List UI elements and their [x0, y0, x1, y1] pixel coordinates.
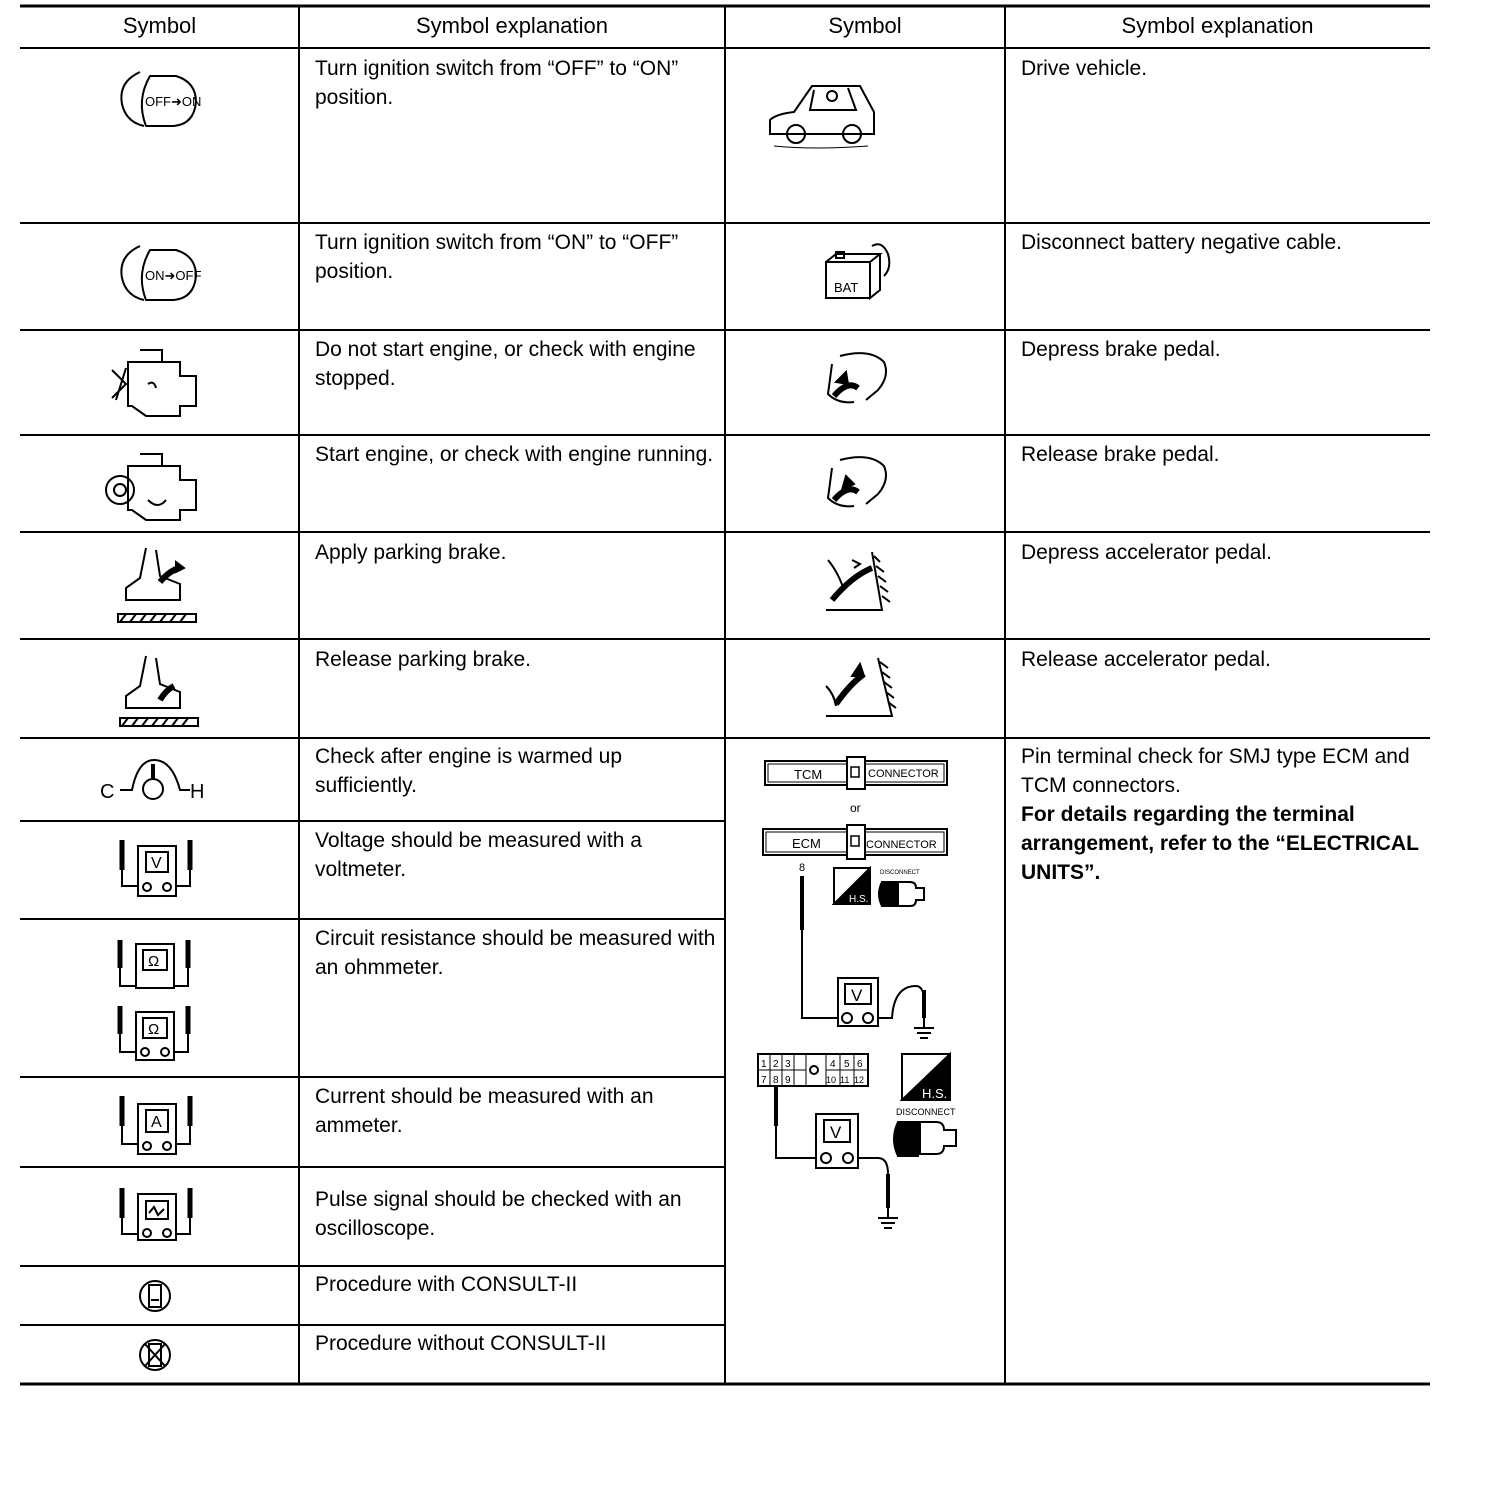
- svg-text:V: V: [851, 986, 863, 1005]
- svg-text:7: 7: [761, 1075, 767, 1086]
- explanation-release-accelerator: Release accelerator pedal.: [1021, 648, 1271, 671]
- explanation-engine-running: Start engine, or check with engine running.: [315, 443, 714, 466]
- svg-text:DISCONNECT: DISCONNECT: [896, 1107, 956, 1117]
- svg-text:V: V: [151, 855, 162, 872]
- voltmeter-icon: [122, 840, 190, 896]
- release-brake-pedal-icon: [828, 457, 886, 506]
- engine-running-icon: [106, 454, 196, 520]
- explanation-ammeter: Current should be measured with an ammeter.: [315, 1085, 654, 1137]
- explanation-engine-stopped: Do not start engine, or check with engine stopped.: [315, 338, 696, 390]
- pin-check-text: Pin terminal check for SMJ type ECM and TCM connectors.: [1021, 745, 1410, 797]
- svg-text:8: 8: [773, 1075, 779, 1086]
- svg-text:10: 10: [826, 1075, 837, 1085]
- svg-text:6: 6: [857, 1059, 863, 1070]
- svg-text:H: H: [190, 781, 205, 803]
- svg-text:9: 9: [785, 1075, 791, 1086]
- svg-text:V: V: [830, 1123, 842, 1142]
- svg-text:Ω: Ω: [148, 1021, 160, 1038]
- svg-text:BAT: BAT: [834, 280, 859, 295]
- pin-check-note: For details regarding the terminal arrangement, refer to the “ELECTRICAL UNITS”.: [1021, 803, 1419, 884]
- explanation-battery-cable: Disconnect battery negative cable.: [1021, 231, 1343, 254]
- explanation-release-parking-brake: Release parking brake.: [315, 648, 531, 671]
- explanation-depress-accelerator: Depress accelerator pedal.: [1021, 541, 1272, 564]
- depress-brake-pedal-icon: [828, 353, 886, 402]
- explanation-ignition-off-on: Turn ignition switch from “OFF” to “ON” position.: [315, 57, 679, 109]
- temperature-gauge-icon: [100, 760, 204, 803]
- ignition-on-to-off-icon: [121, 246, 201, 300]
- explanation-oscilloscope: Pulse signal should be checked with an oscilloscope.: [315, 1188, 682, 1240]
- apply-parking-brake-icon: [118, 548, 196, 622]
- explanation-warmed-up: Check after engine is warmed up sufficiently.: [315, 745, 622, 797]
- svg-text:or: or: [850, 801, 861, 815]
- svg-text:A: A: [151, 1114, 162, 1131]
- pin-terminal-check-diagram: [758, 757, 956, 1228]
- explanation-release-brake: Release brake pedal.: [1021, 443, 1220, 466]
- header-explanation-right: Symbol explanation: [1121, 13, 1314, 38]
- svg-text:H.S.: H.S.: [849, 894, 869, 905]
- depress-accelerator-icon: [826, 552, 890, 610]
- explanation-depress-brake: Depress brake pedal.: [1021, 338, 1221, 361]
- svg-text:CONNECTOR: CONNECTOR: [866, 839, 937, 851]
- header-explanation-left: Symbol explanation: [415, 13, 608, 38]
- svg-text:4: 4: [830, 1059, 836, 1070]
- svg-text:C: C: [100, 781, 115, 803]
- ignition-off-to-on-icon: [121, 72, 201, 126]
- explanation-voltmeter: Voltage should be measured with a voltmeter.: [315, 829, 642, 881]
- ohmmeter-icon: [120, 940, 188, 1060]
- svg-text:ECM: ECM: [792, 836, 821, 851]
- header-symbol-right: Symbol: [828, 13, 902, 38]
- svg-text:DISCONNECT: DISCONNECT: [880, 870, 920, 876]
- ammeter-icon: [122, 1096, 190, 1154]
- explanation-ohmmeter: Circuit resistance should be measured with an ohmmeter.: [315, 927, 716, 979]
- svg-text:CONNECTOR: CONNECTOR: [868, 768, 939, 780]
- release-accelerator-icon: [826, 658, 896, 716]
- explanation-drive-vehicle: Drive vehicle.: [1021, 57, 1148, 80]
- no-consult-ii-icon: [140, 1340, 170, 1370]
- svg-text:H.S.: H.S.: [922, 1086, 948, 1101]
- battery-cable-icon: [826, 244, 889, 298]
- svg-text:1: 1: [761, 1059, 767, 1070]
- release-parking-brake-icon: [120, 656, 198, 726]
- svg-text:3: 3: [785, 1059, 791, 1070]
- svg-text:ON➜OFF: ON➜OFF: [145, 268, 202, 283]
- header-symbol-left: Symbol: [122, 13, 197, 38]
- explanation-with-consult: Procedure with CONSULT-II: [315, 1273, 578, 1296]
- svg-text:2: 2: [773, 1059, 779, 1070]
- explanation-ignition-on-off: Turn ignition switch from “ON” to “OFF” position.: [315, 231, 679, 283]
- explanation-without-consult: Procedure without CONSULT-II: [315, 1332, 607, 1355]
- svg-text:OFF➜ON: OFF➜ON: [145, 94, 202, 109]
- svg-text:Ω: Ω: [148, 953, 160, 970]
- engine-stopped-icon: [112, 350, 196, 416]
- explanation-apply-parking-brake: Apply parking brake.: [315, 541, 507, 564]
- consult-ii-icon: [140, 1281, 170, 1311]
- svg-text:TCM: TCM: [794, 767, 823, 782]
- svg-text:12: 12: [854, 1075, 865, 1085]
- svg-text:8: 8: [799, 862, 806, 874]
- svg-text:11: 11: [840, 1075, 850, 1085]
- oscilloscope-icon: [122, 1188, 190, 1240]
- drive-vehicle-icon: [770, 86, 874, 148]
- svg-text:5: 5: [844, 1059, 850, 1070]
